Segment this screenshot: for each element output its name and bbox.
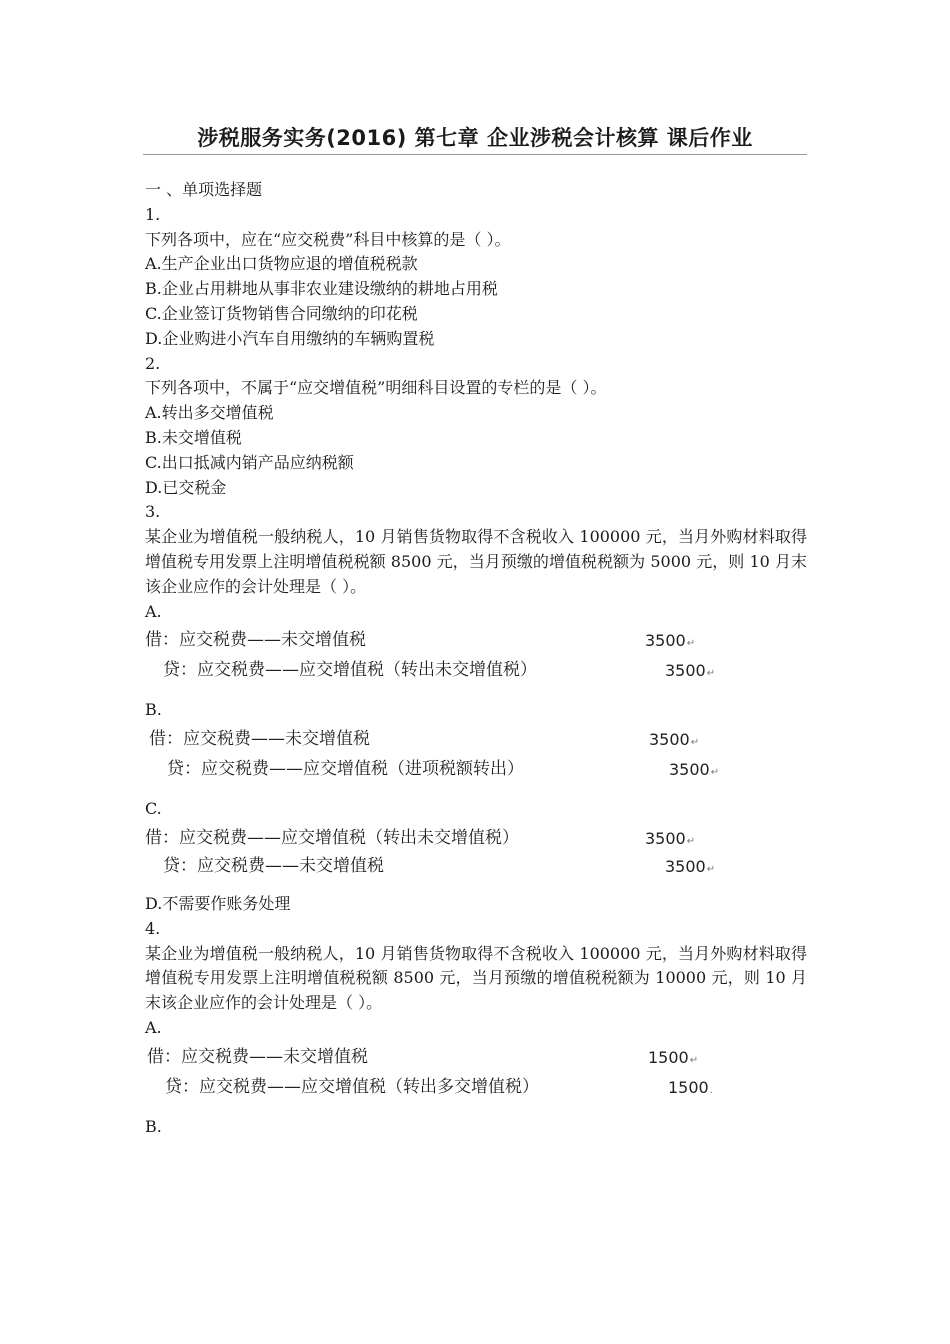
page-title: 涉税服务实务(2016) 第七章 企业涉税会计核算 课后作业	[197, 126, 753, 150]
journal-entry-a	[145, 628, 807, 698]
debit-line: 借：应交税费——未交增值税	[149, 729, 370, 750]
journal-entry-b	[145, 727, 807, 797]
paragraph-mark-icon: ↵	[686, 835, 696, 847]
document-body	[145, 178, 807, 1140]
journal-entry-a	[145, 1045, 807, 1115]
paragraph-mark-icon: ↵	[706, 863, 716, 875]
option-a: A.生产企业出口货物应退的增值税税款	[145, 254, 418, 274]
credit-line: 贷：应交税费——未交增值税	[163, 855, 384, 876]
option-b-label: B.	[145, 700, 162, 720]
option-a-label: A.	[145, 601, 162, 621]
option-c: C.企业签订货物销售合同缴纳的印花税	[145, 303, 418, 323]
option-b: B.未交增值税	[145, 427, 242, 447]
question-number: 3.	[145, 502, 161, 522]
debit-line: 借：应交税费——未交增值税	[145, 630, 366, 651]
question-text: 下列各项中，应在“应交税费”科目中核算的是（ ）。	[145, 229, 511, 249]
paragraph-mark-icon: ↵	[710, 767, 720, 779]
paragraph-mark-icon: .	[709, 1084, 713, 1096]
question-text: 某企业为增值税一般纳税人，10 月销售货物取得不含税收入 100000 元，当月外购材料取得增值税专用发票上注明增值税税额 8500 元，当月预缴的增值税税额为 5000 元，则 10 月末该企业应作的会计处理是（ ）。	[145, 527, 807, 596]
paragraph-mark-icon: ↵	[689, 1054, 699, 1066]
debit-amount: 3500↵	[649, 730, 700, 750]
option-a: A.转出多交增值税	[145, 403, 274, 423]
paragraph-mark-icon: ↵	[690, 737, 700, 749]
credit-line: 贷：应交税费——应交增值税（转出未交增值税）	[163, 660, 537, 681]
debit-amount: 1500↵	[648, 1047, 699, 1067]
question-text: 某企业为增值税一般纳税人，10 月销售货物取得不含税收入 100000 元，当月外购材料取得增值税专用发票上注明增值税税额 8500 元，当月预缴的增值税税额为 10000 元，则 10 月末该企业应作的会计处理是（ ）。	[145, 943, 807, 1013]
credit-amount: 1500.	[668, 1077, 713, 1097]
option-b-label: B.	[145, 1116, 162, 1136]
question-number: 4.	[145, 918, 161, 938]
debit-line: 借：应交税费——应交增值税（转出未交增值税）	[145, 827, 519, 848]
option-c: C.出口抵减内销产品应纳税额	[145, 452, 354, 472]
debit-amount: 3500↵	[645, 828, 696, 848]
option-d: D.已交税金	[145, 477, 227, 497]
question-number: 2.	[145, 353, 161, 373]
option-b: B.企业占用耕地从事非农业建设缴纳的耕地占用税	[145, 279, 498, 299]
question-number: 1.	[145, 204, 161, 224]
debit-amount: 3500↵	[645, 631, 696, 651]
option-d: D.企业购进小汽车自用缴纳的车辆购置税	[145, 328, 435, 348]
credit-amount: 3500↵	[665, 661, 716, 681]
title-divider	[143, 154, 807, 155]
credit-amount: 3500↵	[665, 856, 716, 876]
debit-line: 借：应交税费——未交增值税	[147, 1046, 368, 1067]
paragraph-mark-icon: ↵	[686, 638, 696, 650]
question-text: 下列各项中，不属于“应交增值税”明细科目设置的专栏的是（ ）。	[145, 378, 607, 398]
journal-entry-c	[145, 826, 807, 892]
option-c-label: C.	[145, 799, 162, 819]
credit-line: 贷：应交税费——应交增值税（转出多交增值税）	[165, 1076, 539, 1097]
option-d: D.不需要作账务处理	[145, 893, 291, 913]
paragraph-mark-icon: ↵	[706, 668, 716, 680]
section-heading: 一 、单项选择题	[145, 180, 263, 199]
credit-line: 贷：应交税费——应交增值税（进项税额转出）	[167, 759, 524, 780]
option-a-label: A.	[145, 1017, 162, 1037]
credit-amount: 3500↵	[669, 760, 720, 780]
